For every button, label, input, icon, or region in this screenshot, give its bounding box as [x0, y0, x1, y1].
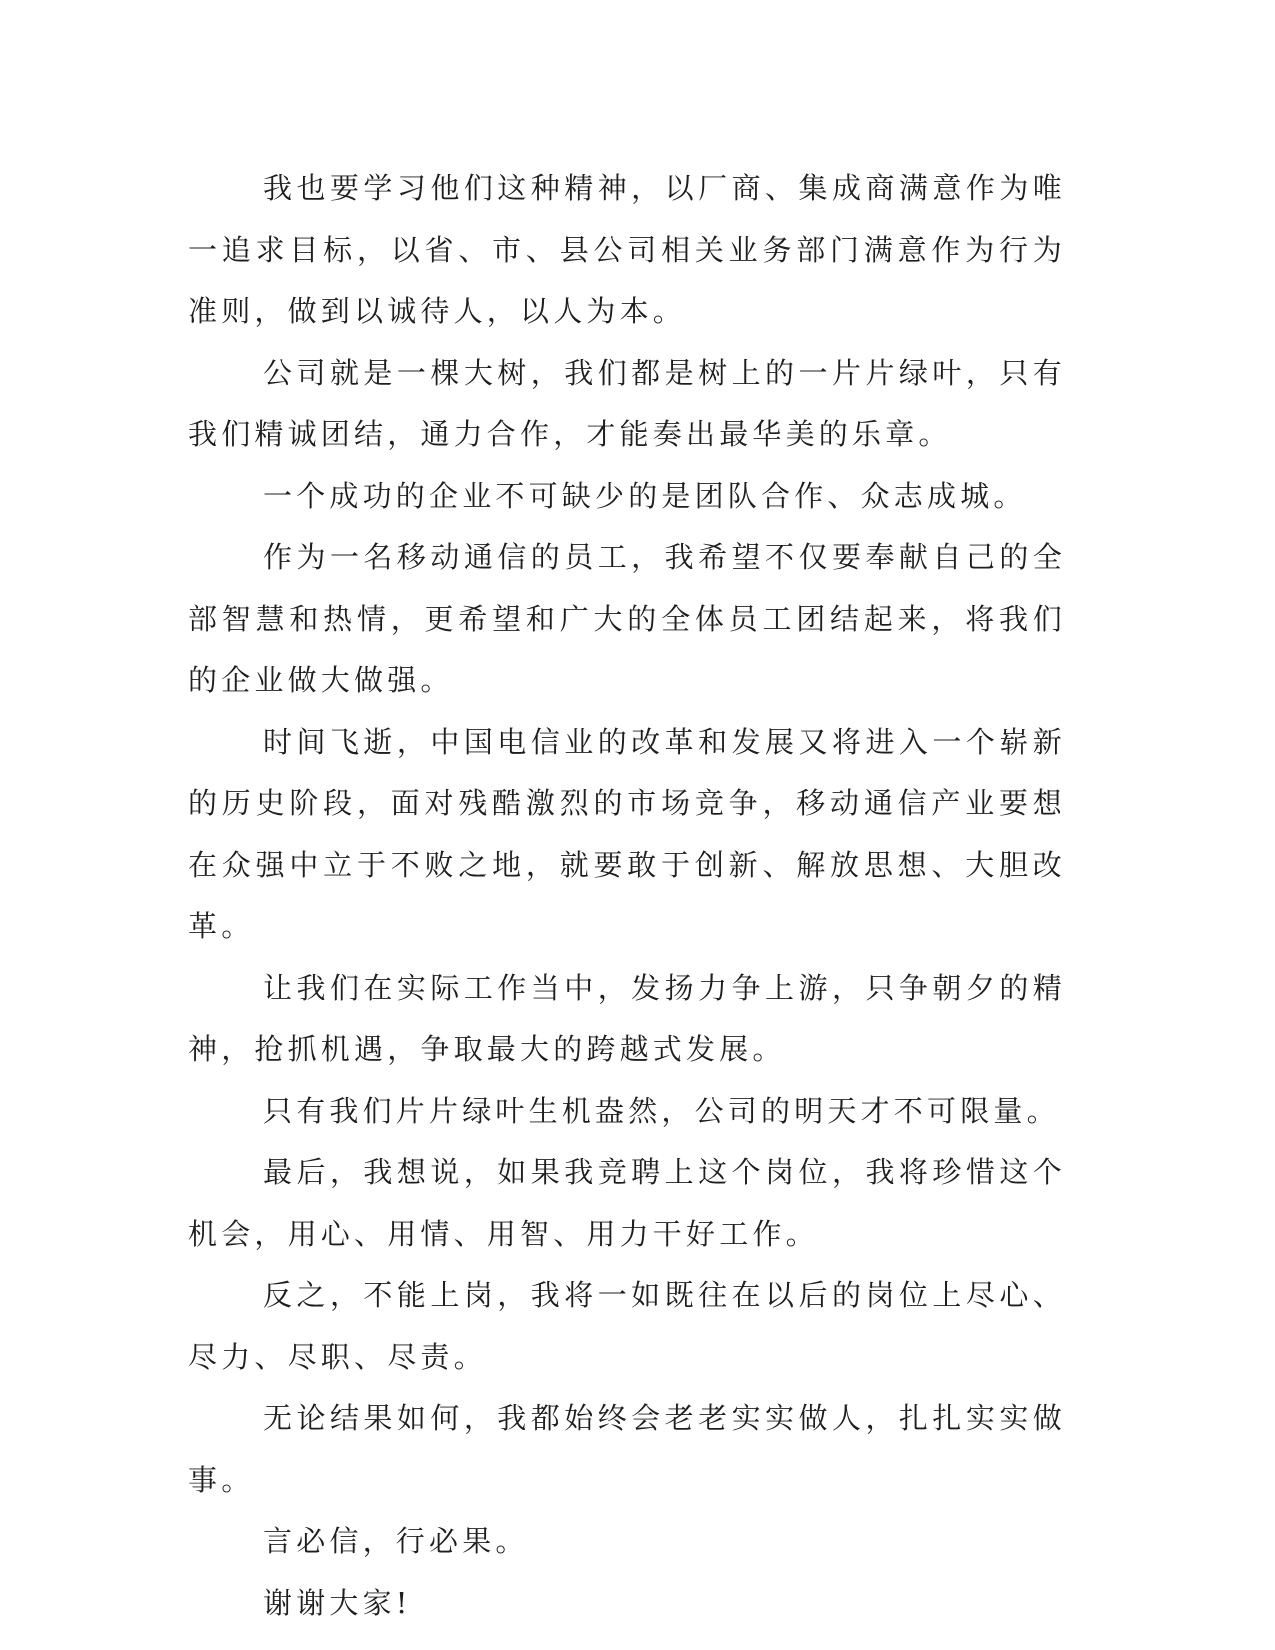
closing-paragraph: 谢谢大家!: [263, 1585, 412, 1620]
paragraph: 让我们在实际工作当中，发扬力争上游，只争朝夕的精神，抢抓机遇，争取最大的跨越式发展。: [188, 970, 1066, 1066]
paragraph: 时间飞逝，中国电信业的改革和发展又将进入一个崭新的历史阶段，面对残酷激烈的市场竞争，移动通信产业要想在众强中立于不败之地，就要敢于创新、解放思想、大胆改革。: [188, 724, 1066, 943]
paragraph: 我也要学习他们这种精神，以厂商、集成商满意作为唯一追求目标，以省、市、县公司相关业务部门满意作为行为准则，做到以诚待人，以人为本。: [188, 171, 1066, 328]
paragraph: 一个成功的企业不可缺少的是团队合作、众志成城。: [263, 478, 1027, 513]
paragraph: 无论结果如何，我都始终会老老实实做人，扎扎实实做事。: [188, 1401, 1066, 1497]
paragraph: 反之，不能上岗，我将一如既往在以后的岗位上尽心、尽力、尽职、尽责。: [188, 1278, 1066, 1374]
paragraph: 公司就是一棵大树，我们都是树上的一片片绿叶，只有我们精诚团结，通力合作，才能奏出最华美的乐章。: [188, 355, 1066, 451]
paragraph: 作为一名移动通信的员工，我希望不仅要奉献自己的全部智慧和热情，更希望和广大的全体员工团结起来，将我们的企业做大做强。: [188, 540, 1066, 697]
paragraph: 言必信，行必果。: [263, 1524, 529, 1558]
paragraph: 最后，我想说，如果我竞聘上这个岗位，我将珍惜这个机会，用心、用情、用智、用力干好工作。: [188, 1155, 1066, 1251]
document-body: [188, 158, 1066, 1634]
paragraph: 只有我们片片绿叶生机盎然，公司的明天才不可限量。: [263, 1093, 1060, 1128]
